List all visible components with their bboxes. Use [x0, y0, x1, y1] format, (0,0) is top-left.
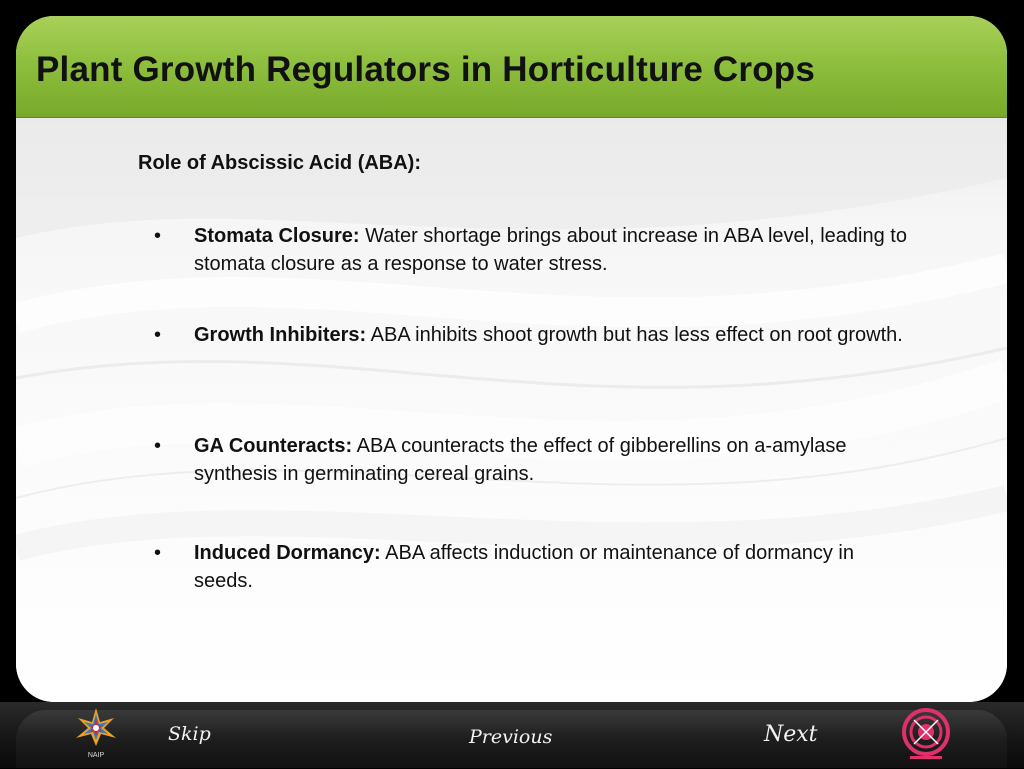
bullet-term: GA Counteracts: [194, 435, 353, 457]
bullet-dot: • [154, 324, 162, 346]
bullet-text [194, 432, 914, 488]
bullet-text [194, 222, 914, 278]
title-bar [16, 16, 1007, 118]
bullet-dot: • [154, 435, 162, 457]
content-area [16, 118, 1007, 702]
navigation-bar [0, 702, 1024, 768]
section-heading: Role of Abscissic Acid (ABA): [138, 152, 421, 174]
bullet-dot: • [154, 542, 162, 564]
bullet-description: ABA counteracts the effect of gibberellins on a-amylase synthesis in germinating cereal grains. [194, 435, 847, 485]
bullet-description: Water shortage brings about increase in ABA level, leading to stomata closure as a response to water stress. [194, 225, 907, 275]
slide-frame [16, 16, 1007, 702]
bullet-term: Induced Dormancy: [194, 542, 381, 564]
bullet-text [194, 321, 914, 349]
left-logo-caption: NAIP [87, 752, 105, 759]
previous-button[interactable]: Previous [469, 726, 553, 748]
slide-title: Plant Growth Regulators in Horticulture Crops [36, 50, 816, 89]
bullet-dot: • [154, 225, 162, 247]
bullet-term: Stomata Closure: [194, 225, 360, 247]
wave-background [16, 118, 1007, 702]
emblem-logo-icon [900, 706, 952, 764]
star-logo-icon [70, 706, 122, 748]
next-button[interactable]: Next [764, 722, 818, 747]
bullet-text [194, 539, 914, 595]
bullet-term: Growth Inhibiters: [194, 324, 367, 346]
bullet-description: ABA inhibits shoot growth but has less effect on root growth. [366, 324, 903, 346]
bullet-description: ABA affects induction or maintenance of dormancy in seeds. [194, 542, 854, 592]
skip-button[interactable]: Skip [168, 723, 211, 745]
